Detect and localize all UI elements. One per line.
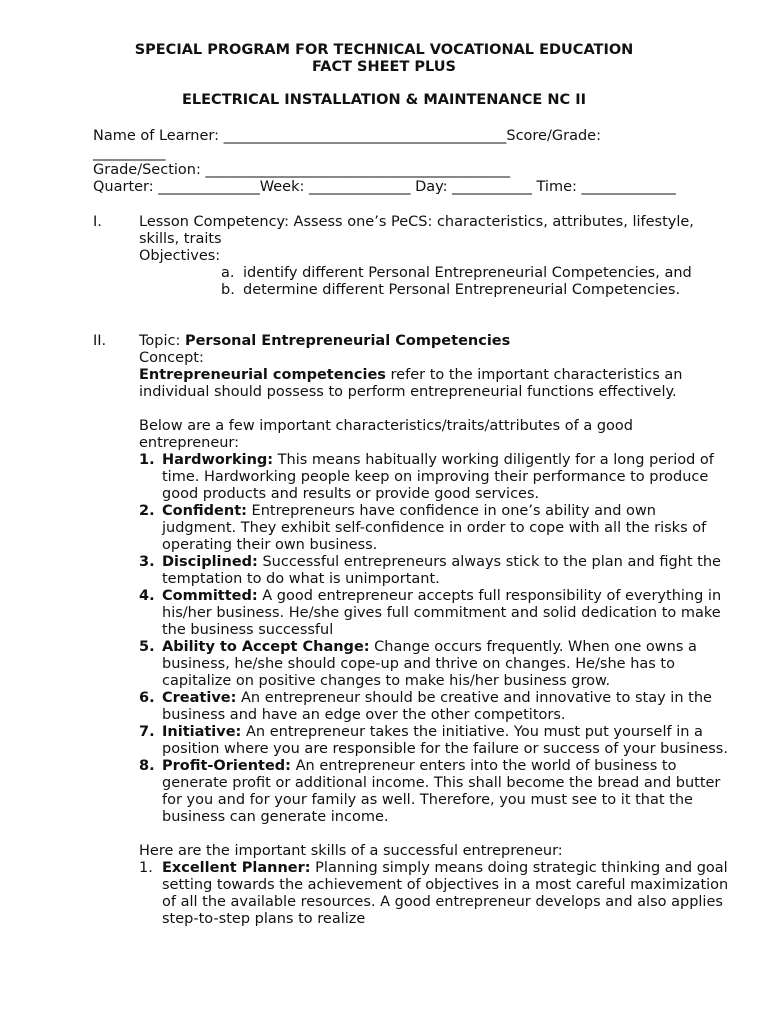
objective-item [221, 282, 733, 299]
skill-name: Excellent Planner: [162, 860, 311, 876]
trait-name: Committed: [162, 588, 258, 604]
quarter-week-day-time-field[interactable]: Quarter: ______________Week: ______________ Day: ___________ Time: _____________ [93, 179, 676, 195]
trait-item [139, 452, 733, 503]
trait-name: Profit-Oriented: [162, 758, 291, 774]
trait-description: This means habitually working diligently for a long period of time. Hardworking people keep on improving their performance to produce good products and results or provide good services. [162, 452, 714, 502]
trait-description: An entrepreneur takes the initiative. You must put yourself in a position where you are responsible for the failure or success of your business. [162, 724, 728, 757]
trait-description: Entrepreneurs have confidence in one’s ability and own judgment. They exhibit self-confidence in order to cope with all the risks of operating their own business. [162, 503, 707, 553]
learner-info [93, 128, 733, 196]
trait-name: Initiative: [162, 724, 242, 740]
concept-term: Entrepreneurial competencies [139, 367, 386, 383]
skill-number: 1. [139, 860, 153, 876]
trait-item [139, 588, 733, 639]
section-lesson-competency [93, 214, 733, 299]
objectives-label: Objectives: [139, 248, 221, 264]
fact-sheet-title: FACT SHEET PLUS [312, 59, 456, 75]
grade-section-field[interactable]: Grade/Section: __________________________________________ [93, 162, 510, 178]
trait-item [139, 724, 733, 758]
concept-label: Concept: [139, 350, 204, 366]
trait-item [139, 503, 733, 554]
trait-number: 1. [139, 452, 155, 468]
topic-line [139, 333, 733, 350]
section-topic [93, 333, 733, 928]
trait-number: 3. [139, 554, 155, 570]
lesson-competency: Lesson Competency: Assess one’s PeCS: characteristics, attributes, lifestyle, skills, traits [139, 214, 694, 247]
skills-intro: Here are the important skills of a successful entrepreneur: [139, 843, 563, 859]
trait-number: 4. [139, 588, 155, 604]
trait-item [139, 554, 733, 588]
trait-description: Successful entrepreneurs always stick to the plan and fight the temptation to do what is unimportant. [162, 554, 721, 587]
course-title: ELECTRICAL INSTALLATION & MAINTENANCE NC II [182, 92, 586, 108]
objective-text: determine different Personal Entrepreneurial Competencies. [243, 282, 681, 298]
trait-description: A good entrepreneur accepts full responsibility of everything in his/her business. He/she gives full commitment and solid dedication to make the business successful [162, 588, 722, 638]
section-numeral: II. [93, 333, 107, 349]
trait-name: Hardworking: [162, 452, 274, 468]
trait-description: An entrepreneur should be creative and innovative to stay in the business and have an edge over the other competitors. [162, 690, 712, 723]
trait-number: 2. [139, 503, 155, 519]
trait-description: Change occurs frequently. When one owns a business, he/she should cope-up and thrive on changes. He/she has to capitalize on positive changes to make his/her business grow. [162, 639, 697, 689]
objective-letter: a. [221, 265, 235, 281]
concept-definition: refer to the important characteristics an individual should possess to perform entrepreneurial functions effectively. [139, 367, 683, 400]
topic-label: Topic: [139, 333, 185, 349]
trait-number: 7. [139, 724, 155, 740]
section-numeral: I. [93, 214, 102, 230]
traits-intro: Below are a few important characteristics/traits/attributes of a good entrepreneur: [139, 418, 633, 451]
trait-number: 5. [139, 639, 155, 655]
objective-letter: b. [221, 282, 235, 298]
trait-item [139, 639, 733, 690]
trait-name: Creative: [162, 690, 237, 706]
trait-item [139, 690, 733, 724]
skill-description: Planning simply means doing strategic thinking and goal setting towards the achievement of objectives in a most careful maximization of all the available resources. A good entrepreneur develops and also applies step-to-step plans to realize [162, 860, 729, 927]
trait-number: 8. [139, 758, 155, 774]
trait-name: Confident: [162, 503, 247, 519]
topic-title: Personal Entrepreneurial Competencies [184, 333, 511, 349]
skill-item [139, 860, 733, 928]
name-field[interactable]: Name of Learner: _______________________________________Score/Grade: [93, 128, 601, 144]
score-field-continuation[interactable]: __________ [93, 145, 166, 161]
trait-item [139, 758, 733, 826]
objective-item [221, 265, 733, 282]
concept-paragraph [139, 367, 733, 401]
trait-name: Disciplined: [162, 554, 258, 570]
trait-name: Ability to Accept Change: [162, 639, 370, 655]
trait-description: An entrepreneur enters into the world of business to generate profit or additional income. This shall become the bread and butter for you and for your family as well. Therefore, you must see to it that the business can generate income. [162, 758, 721, 825]
trait-number: 6. [139, 690, 155, 706]
objective-text: identify different Personal Entrepreneurial Competencies, and [243, 265, 692, 281]
program-title: SPECIAL PROGRAM FOR TECHNICAL VOCATIONAL EDUCATION [134, 42, 634, 58]
